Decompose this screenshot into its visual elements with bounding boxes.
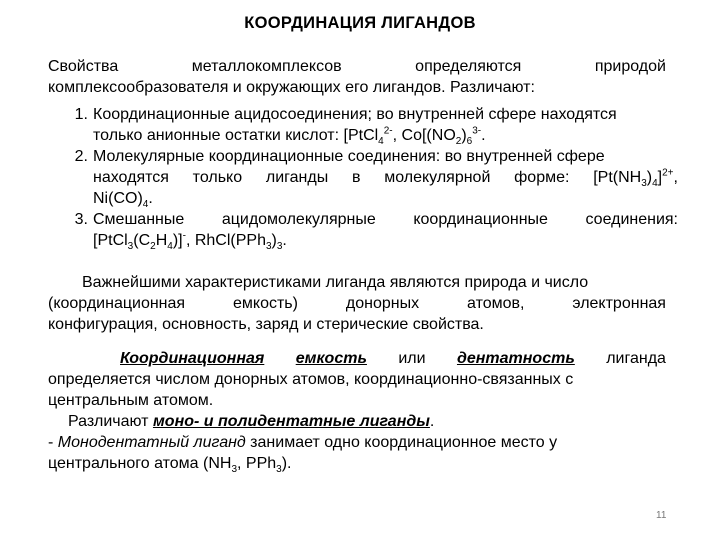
superscript: 2+	[662, 167, 674, 179]
text-fragment: ,	[673, 169, 678, 186]
subscript: 2	[150, 241, 156, 253]
text-fragment: только	[192, 169, 243, 186]
text-fragment: ).	[281, 455, 292, 472]
intro-paragraph	[48, 56, 666, 98]
list-line: Молекулярные координационные соединения: во внутренней сфере	[93, 148, 605, 165]
text-fragment: ]	[657, 169, 663, 186]
compound-types-list	[48, 104, 678, 251]
subscript: 3	[641, 178, 647, 190]
paragraph-line: центральным атомом.	[48, 392, 214, 409]
list-number: 2.	[74, 148, 88, 165]
list-item	[48, 209, 678, 251]
text-fragment: электронная	[572, 295, 666, 312]
superscript: 2-	[383, 125, 393, 137]
subscript: 3	[265, 241, 272, 253]
text-fragment: , Co[(NO	[392, 127, 456, 144]
text-fragment: )	[271, 232, 277, 249]
paragraph-line	[48, 432, 666, 453]
text-fragment: [PtCl	[93, 232, 128, 249]
text-fragment: -	[48, 434, 58, 451]
term-monodentate: Монодентатный лиганд	[57, 434, 246, 451]
text-fragment: молекулярной	[384, 169, 491, 186]
paragraph-line	[48, 348, 666, 369]
text-fragment: только анионные остатки кислот: [PtCl	[93, 127, 379, 144]
text-fragment: находятся	[93, 169, 169, 186]
list-number: 3.	[74, 211, 88, 228]
text-fragment: Различают	[68, 413, 153, 430]
text-fragment: форме:	[514, 169, 570, 186]
text-fragment: )	[461, 127, 467, 144]
subscript: 4	[167, 241, 173, 253]
list-item-body	[93, 104, 678, 146]
formula	[593, 167, 678, 188]
text-fragment: емкость)	[233, 295, 298, 312]
text-fragment: .	[429, 413, 435, 430]
intro-word: Свойства	[48, 58, 119, 75]
text-fragment: или	[398, 350, 426, 367]
list-line	[93, 125, 678, 146]
list-line	[93, 167, 678, 188]
list-line	[93, 230, 678, 251]
subscript: 4	[142, 199, 149, 211]
text-fragment: лиганды	[265, 169, 329, 186]
paragraph-line	[48, 293, 666, 314]
paragraph-line	[48, 453, 666, 474]
text-fragment: .	[481, 127, 486, 144]
term-mono-poly: моно- и полидентатные лиганды	[152, 413, 430, 430]
list-item	[48, 146, 678, 209]
text-fragment: донорных	[345, 295, 420, 312]
intro-word: определяются	[415, 58, 522, 75]
paragraph-line: конфигурация, основность, заряд и стерические свойства.	[48, 316, 484, 333]
text-fragment: .	[282, 232, 287, 249]
list-number: 1.	[74, 106, 88, 123]
list-item-body	[93, 209, 678, 251]
text-fragment: Смешанные	[93, 211, 185, 228]
text-fragment: )	[646, 169, 653, 186]
text-fragment: координационные	[413, 211, 548, 228]
paragraph-line	[48, 411, 666, 432]
denticity-paragraph	[48, 348, 666, 474]
text-fragment: , PPh	[237, 455, 277, 472]
text-fragment: атомов,	[467, 295, 525, 312]
text-fragment: (координационная	[48, 295, 186, 312]
list-line	[93, 209, 678, 230]
term-denticity: дентатность	[456, 350, 575, 367]
text-fragment: соединения:	[585, 211, 678, 228]
subscript: 3	[276, 241, 283, 253]
superscript: -	[182, 230, 186, 242]
subscript: 3	[231, 464, 238, 476]
text-fragment: (C	[133, 232, 151, 249]
text-fragment: [Pt(NH	[593, 169, 642, 186]
text-fragment: центрального атома (NH	[48, 455, 232, 472]
text-fragment: в	[351, 169, 361, 186]
subscript: 4	[378, 136, 384, 148]
subscript: 6	[466, 136, 473, 148]
text-fragment: H	[155, 232, 168, 249]
intro-line-2: комплексообразователя и окружающих его лигандов. Различают:	[48, 79, 535, 96]
term-coordination: Координационная	[120, 350, 265, 367]
text-fragment: лиганда	[606, 350, 666, 367]
list-item-body	[93, 146, 678, 209]
text-fragment: .	[148, 190, 153, 207]
subscript: 3	[276, 464, 282, 476]
subscript: 2	[455, 136, 462, 148]
text-fragment: Ni(CO)	[93, 190, 143, 207]
text-fragment: , RhCl(PPh	[185, 232, 266, 249]
intro-word: металлокомплексов	[191, 58, 342, 75]
text-fragment: )]	[172, 232, 183, 249]
subscript: 3	[127, 241, 134, 253]
subscript: 4	[652, 178, 658, 190]
ligand-characteristics-paragraph	[48, 272, 666, 335]
intro-line-1	[48, 56, 666, 77]
paragraph-line: Важнейшими характеристиками лиганда являются природа и число	[82, 274, 589, 291]
text-fragment: ацидомолекулярные	[221, 211, 376, 228]
text-fragment: занимает одно координационное место у	[245, 434, 558, 451]
list-line: Координационные ацидосоединения; во внутренней сфере находятся	[93, 106, 617, 123]
paragraph-line: определяется числом донорных атомов, координационно-связанных с	[48, 371, 574, 388]
list-line	[93, 188, 678, 209]
slide-title: КООРДИНАЦИЯ ЛИГАНДОВ	[244, 14, 476, 32]
intro-word: природой	[594, 58, 666, 75]
list-item	[48, 104, 678, 146]
superscript: 3-	[472, 125, 482, 137]
page-number: 11	[656, 510, 667, 521]
term-capacity: емкость	[295, 350, 367, 367]
